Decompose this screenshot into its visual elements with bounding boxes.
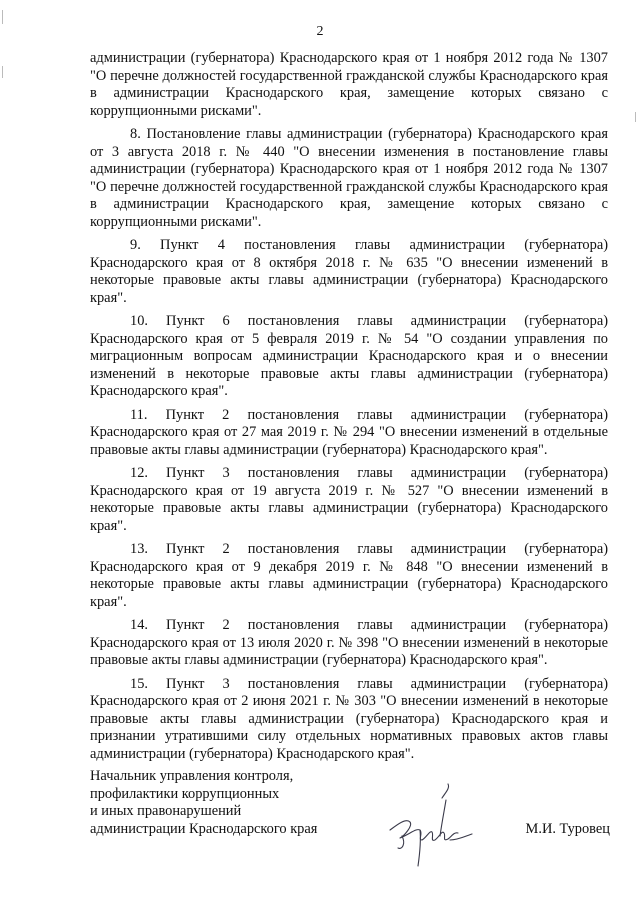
list-item-10: 10. Пункт 6 постановления главы администрации (губернатора) Краснодарского края от 5 февраля 2019 г. № 54 "О создании управления по миграционным вопросам администрации Краснодарского края и о внесении изменений в некоторые правовые акты главы администрации (губернатора) Краснодарского края". [90,313,608,399]
document-body [90,50,608,769]
list-item-13: 13. Пункт 2 постановления главы администрации (губернатора) Краснодарского края от 9 декабря 2019 г. № 848 "О внесении изменений в некоторые правовые акты главы администрации (губернатора) Краснодарского края". [90,541,608,610]
list-item-12: 12. Пункт 3 постановления главы администрации (губернатора) Краснодарского края от 19 августа 2019 г. № 527 "О внесении изменений в некоторые правовые акты главы администрации (губернатора) Краснодарского края". [90,465,608,534]
handwritten-signature [380,778,480,878]
list-item-11: 11. Пункт 2 постановления главы администрации (губернатора) Краснодарского края от 27 мая 2019 г. № 294 "О внесении изменений в отдельные правовые акты главы администрации (губернатора) Краснодарского края". [90,406,608,458]
list-item-15: 15. Пункт 3 постановления главы администрации (губернатора) Краснодарского края от 2 июня 2021 г. № 303 "О внесении изменений в некоторые правовые акты главы администрации (губернатора) Краснодарского края и признании утратившими силу отдельных нормативных правовых актов главы администрации (губернатора) Краснодарского края". [90,675,608,762]
paragraph-continuation: администрации (губернатора) Краснодарского края от 1 ноября 2012 года № 1307 "О перечне должностей государственной гражданской службы Краснодарского края в администрации Краснодарского края, замещение которых связано с коррупционными рисками". [90,50,608,119]
signatory-name: М.И. Туровец [525,820,610,837]
page-number: 2 [316,24,324,39]
signatory-title-line: профилактики коррупционных [90,785,280,802]
left-edge-mark-2 [2,66,3,78]
left-edge-mark [2,10,3,24]
signatory-title-line: Начальник управления контроля, [90,768,294,784]
signature-block [90,768,610,838]
right-edge-mark [635,112,636,122]
signatory-title-line: и иных правонарушений [90,803,242,819]
list-item-14: 14. Пункт 2 постановления главы администрации (губернатора) Краснодарского края от 13 июля 2020 г. № 398 "О внесении изменений в некоторые правовые акты главы администрации (губернатора) Краснодарского края". [90,617,608,668]
list-item-9: 9. Пункт 4 постановления главы администрации (губернатора) Краснодарского края от 8 октября 2018 г. № 635 "О внесении изменений в некоторые правовые акты главы администрации (губернатора) Краснодарского края". [90,237,608,306]
list-item-8: 8. Постановление главы администрации (губернатора) Краснодарского края от 3 августа 2018 г. № 440 "О внесении изменения в постановление главы администрации (губернатора) Краснодарского края от 1 ноября 2012 года № 1307 "О перечне должностей государственной гражданской службы Краснодарского края в администрации Краснодарского края, замещение которых связано с коррупционными рисками". [90,126,608,230]
signatory-title-line: администрации Краснодарского края [90,820,318,837]
